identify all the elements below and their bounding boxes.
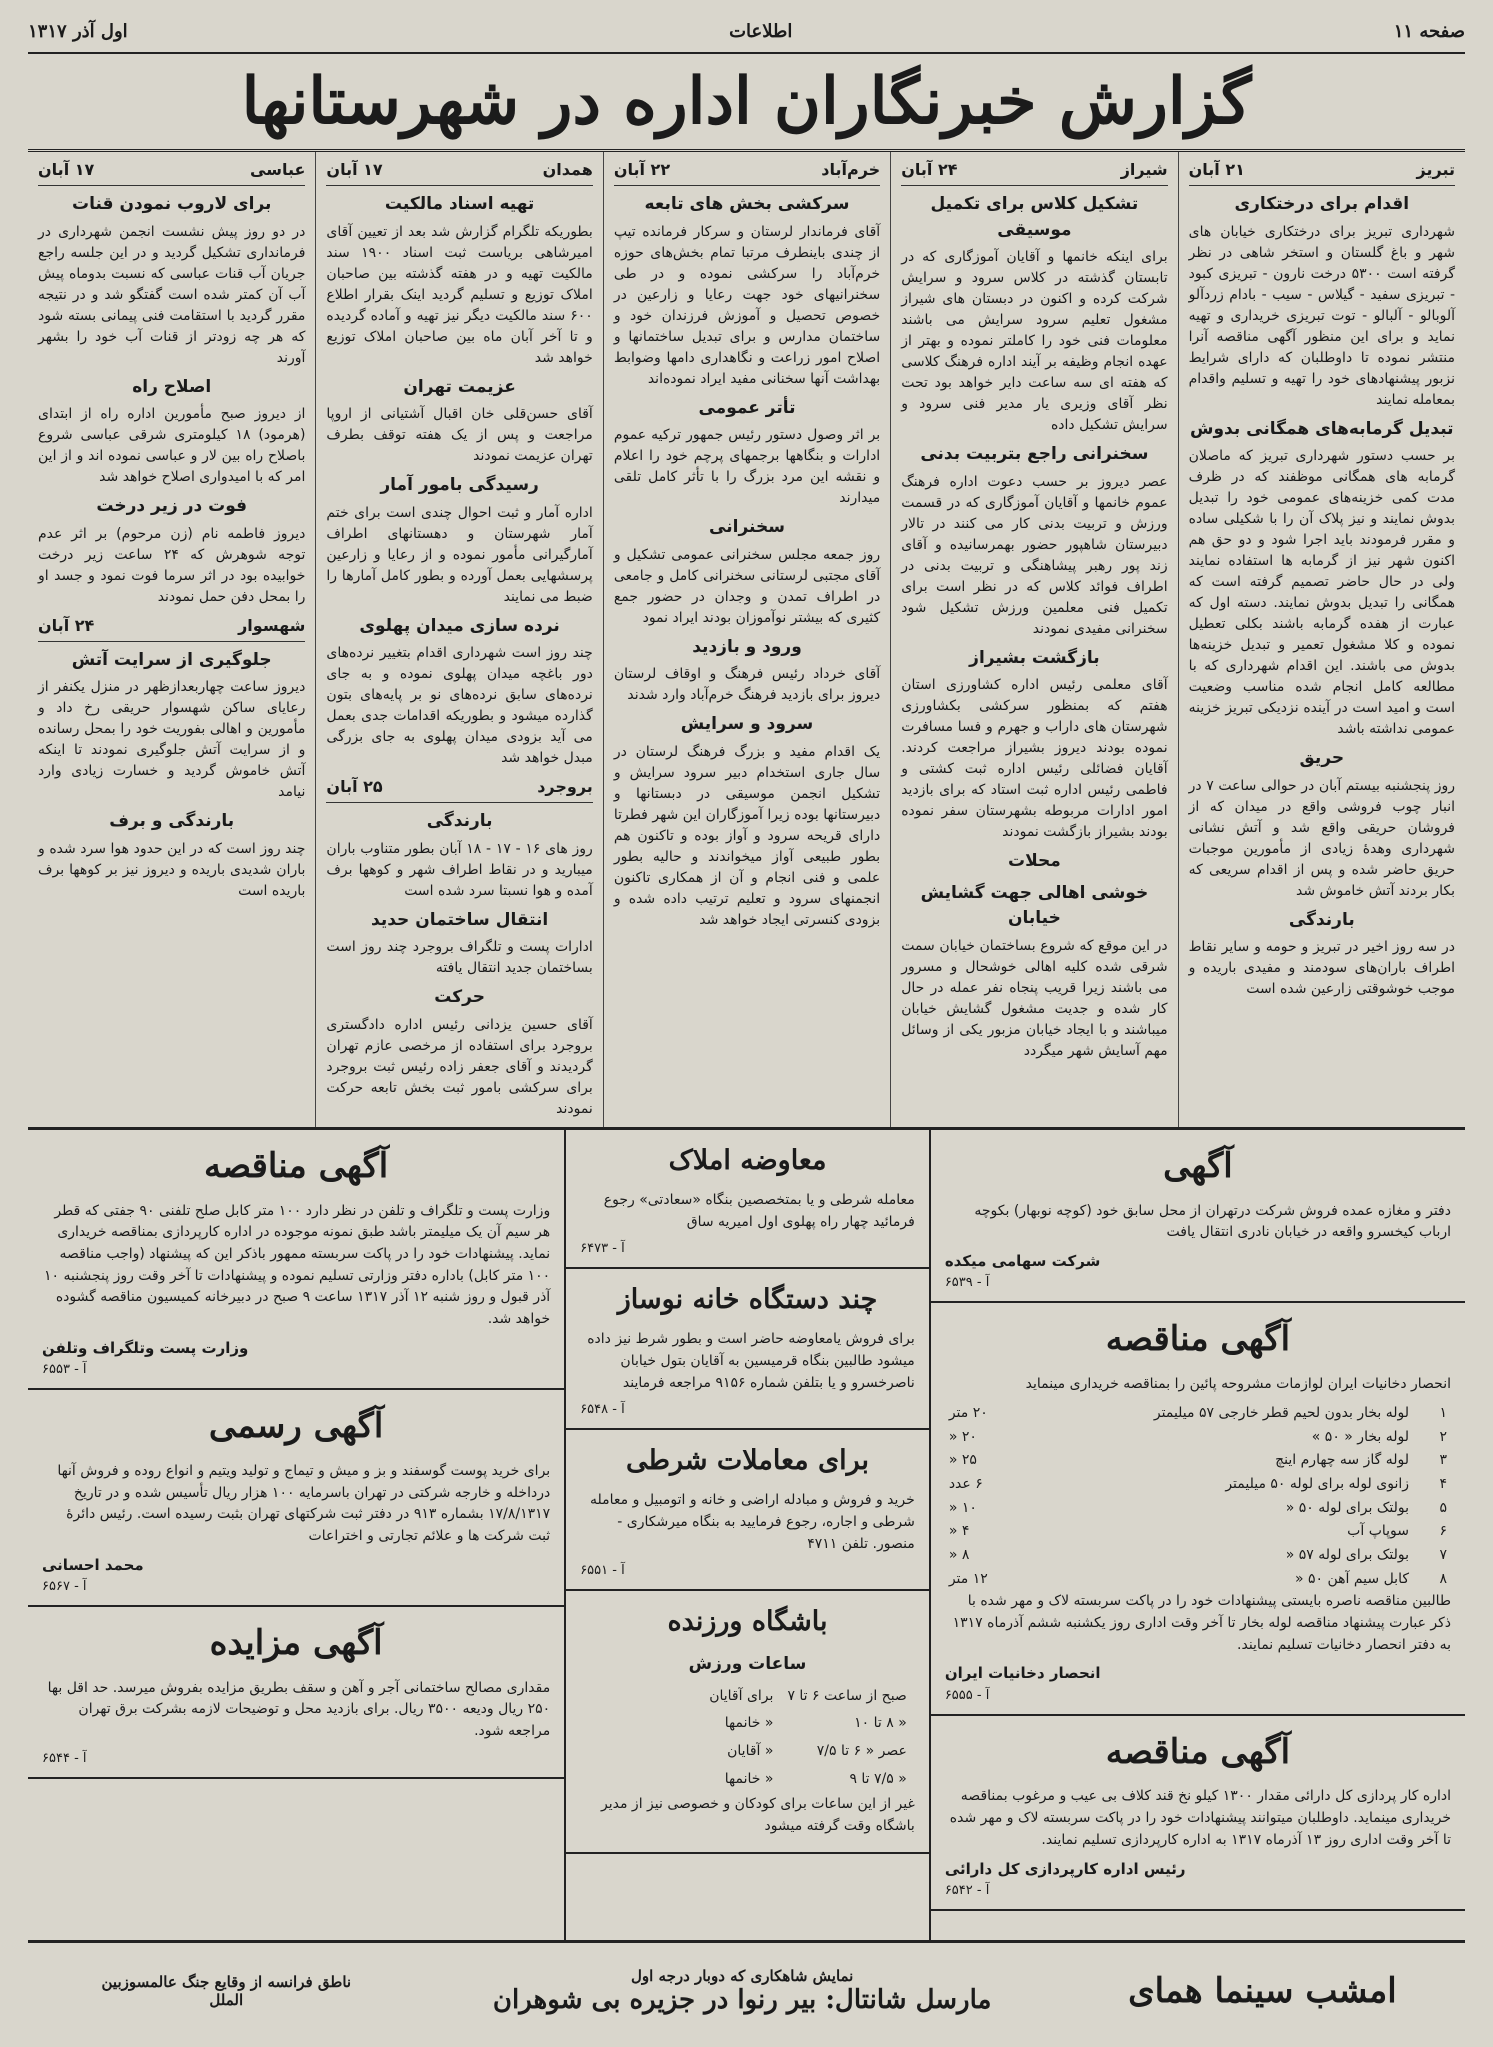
- dateline-date: ۲۴ آبان: [38, 615, 95, 635]
- article-text: چند روز است که در این حدود هوا سرد شده و باران شدیدی باریده و دیروز نیز بر کوهها برف باریده است: [38, 840, 306, 899]
- dateline-city: شیراز: [1120, 160, 1168, 179]
- article-text: در این موقع که شروع بساختمان خیابان سمت شرقی شده کلیه اهالی خوشحال و مسرور می باشند زیرا قریب پنجاه نفر عمله در حال کار شده و جدیت مشغول گشایش خیابان میباشند و با ایجاد خیابان مزبور یکی از وسائل مهم آسایش شهر میگردد: [901, 937, 1168, 1059]
- article-title: فوت در زیر درخت: [96, 496, 248, 516]
- article-text: آقای حسین یزدانی رئیس اداره دادگستری بروجرد برای استفاده از مرخصی عازم تهران گردیدند و آقای جعفر زاده رئیس ثبت بروجرد برای سرکشی بامور ثبت بخش تابعه حرکت نمودند: [326, 1016, 593, 1117]
- ad-text: انحصار دخانیات ایران لوازمات مشروحه پائین را بمناقصه خریداری مینماید: [1025, 1376, 1451, 1393]
- item-desc: کابل سیم آهن ۵۰ «: [1294, 1570, 1409, 1587]
- article-text: ادارات پست و تلگراف بروجرد چند روز است بساختمان جدید انتقال یافته: [326, 939, 593, 976]
- ad-code: آ - ۶۵۴۸: [580, 1402, 625, 1418]
- article-text: عصر دیروز بر حسب دعوت اداره فرهنگ عموم خانمها و آقایان آموزگاری که در قسمت ورزش و تربیت بدنی کار می کنند در تالار دبیرستان شاهپور حضور بهمرسانیده و آقای زند پور رهبر پیشاهنگی و تربیت بدنی در اطراف فوائد کلاس که در نظر است برای تکمیل فنی معلمین ورزش تشکیل شود سخنرانی مفیدی نمودند: [901, 473, 1168, 637]
- article-text: دیروز فاطمه نام (زن مرحوم) بر اثر عدم توجه شوهرش که ۲۴ ساعت زیر درخت خوابیده بود در اثر سرما فوت نمود و جسد او را بمحل دفن حمل نمودند: [38, 525, 306, 605]
- ads-column-right: [929, 1130, 1465, 1940]
- item-number: ۷: [1439, 1546, 1447, 1563]
- ad-code: آ - ۶۵۳۹: [944, 1275, 990, 1291]
- schedule-cell: عصر « ۶ تا ۷/۵: [816, 1743, 907, 1760]
- dateline: [38, 158, 305, 186]
- item-qty: ۱۲ متر: [948, 1570, 988, 1587]
- cinema-name: امشب سینما همای: [1128, 1970, 1397, 2011]
- article-text: چند روز است شهرداری اقدام بتغییر نرده‌های دور باغچه میدان پهلوی نموده و به جای نرده‌های سابق نرده‌های نو بر پایه‌های بتون گذارده میشود و بطوریکه اقدامات جدی بعمل می آید بزودی میدان پهلوی به جای بزرگی مبدل خواهد شد: [326, 645, 593, 766]
- article-title: محلات: [1008, 851, 1061, 871]
- item-qty: ۴ «: [948, 1523, 970, 1540]
- article-text: یک اقدام مفید و بزرگ فرهنگ لرستان در سال جاری استخدام دبیر سرود سرایش و تشکیل انجمن موسیقی در دبستانها و دبیرستانها بوده زیرا آموزگاران این شهر فطرتا دارای قریحه سرود و آواز بوده و تاکنون هم بطور طبیعی آواز میخواندند و حالیه بطور علمی و فنی انجام و آن از همکاری تاکنون انجمنهای سرود و تعلیم ترتیب داده شده و بزودی کنسرتی ایجاد خواهد شد: [613, 743, 881, 928]
- page-number: صفحه ۱۱: [1393, 20, 1465, 42]
- dateline-city: تبریز: [1416, 160, 1455, 179]
- item-desc: بولتک برای لوله ۵۰ «: [1285, 1499, 1409, 1516]
- advertisement: [28, 1390, 564, 1607]
- item-row: [945, 1473, 1451, 1497]
- items-table: [945, 1402, 1451, 1592]
- ad-code: آ - ۶۵۵۳: [42, 1362, 87, 1378]
- ad-code: آ - ۶۴۷۳: [580, 1241, 625, 1257]
- item-desc: سوپاپ آب: [1347, 1523, 1409, 1540]
- ad-code: آ - ۶۵۶۷: [42, 1578, 87, 1594]
- advertisement: [931, 1130, 1465, 1303]
- ad-code: آ - ۶۵۵۵: [944, 1687, 990, 1703]
- ad-text: برای فروش یامعاوضه حاضر است و بطور شرط نیز داده میشود طالبین بنگاه قرمیسین به آقایان بتول خیابان ناصرخسرو و یا بتلفن شماره ۹۱۵۶ مراجعه فرمایند: [587, 1331, 915, 1391]
- schedule-table: [701, 1682, 915, 1795]
- ad-text: غیر از این ساعات برای کودکان و خصوصی نیز از مدیر باشگاه وقت گرفته میشود: [601, 1796, 915, 1835]
- schedule-row: [703, 1767, 913, 1793]
- item-number: ۸: [1439, 1570, 1447, 1587]
- ad-code: آ - ۶۵۴۲: [944, 1882, 990, 1898]
- article-title: تأتر عمومی: [698, 397, 796, 418]
- news-column: [28, 152, 315, 1127]
- cinema-line-1: نمایش شاهکاری که دوبار درجه اول: [631, 1966, 854, 1985]
- article-title: اقدام برای درختکاری: [1234, 194, 1410, 214]
- item-row: [945, 1402, 1451, 1426]
- article-title: جلوگیری از سرایت آتش: [71, 649, 272, 670]
- ad-text: وزارت پست و تلگراف و تلفن در نظر دارد ۱۰۰ متر کابل صلح تلفنی ۹۰ جفتی که قطر هر سیم آن یک میلیمتر باشد طبق نمونه موجوده در اداره کارپردازی بمناقصه خریداری نماید. پیشنهادات خود را در پاکت سربسته ممهور باذکر این که پیشنهاد (واجب مناقصه ۱۰۰ متر کابل) باداره دفتر وزارتی تسلیم نموده و پیشنهادات تا آخر وقت روز پنجشنبه ۱۰ آذر قبول و روز شنبه ۱۲ آذر ۱۳۱۷ ساعت ۹ صبح در دبیرخانه کمیسیون مناقصه گشوده خواهد شد.: [44, 1202, 551, 1328]
- item-desc: زانوی لوله برای لوله ۵۰ میلیمتر: [1225, 1475, 1409, 1492]
- item-number: ۴: [1439, 1475, 1447, 1492]
- article-title: عزیمت تهران: [403, 376, 516, 397]
- article-text: شهرداری تبریز برای درختکاری خیابان های شهر و باغ گلستان و استخر شاهی در نظر گرفته است ۵۳۰۰ درخت نارون - تبریزی کبود - تبریزی سفید - گیلاس - سیب - بادام زردآلو آلوبالو - آلبالو - توت تبریزی خریداری و تهیه نماید و برای این منظور آگهی مناقصه آنرا منتشر نموده تا داوطلبان که دارای شرایط نزبور پیشنهادهای خود را تهیه و تسلیم واقدام بمعامله نمایند: [1188, 223, 1455, 408]
- cinema-ad: [28, 1940, 1465, 2038]
- schedule-row: [703, 1711, 913, 1737]
- ad-title: آگهی مزایده: [209, 1623, 383, 1664]
- item-number: ۵: [1439, 1499, 1447, 1516]
- item-number: ۶: [1439, 1523, 1447, 1540]
- dateline: [326, 775, 592, 803]
- dateline: [38, 614, 305, 642]
- schedule-cell: برای آقایان: [709, 1687, 774, 1704]
- article-title: نرده سازی میدان پهلوی: [359, 615, 560, 636]
- article-title: حریق: [1299, 748, 1345, 768]
- article-text: دیروز ساعت چهاربعدازظهر در منزل یکنفر از رعایای ساکن شهسوار حریقی رخ داد و مأمورین و اهالی بفوریت خود را بمحل رسانده و از سرایت آتش جلوگیری نمودند تا اینکه آتش خاموش گردید و خسارت زیادی وارد نیامد: [38, 679, 306, 800]
- article-text: در دو روز پیش نشست انجمن شهرداری در فرمانداری تشکیل گردید و در این جلسه راجع جریان آب قنات عباسی که نسبت بدوماه پیش آب آن کمتر شده است گفتگو شد و در نتیجه مقرر گردید با استقامت فنی پیمانی بسته شود که هر چه زودتر از قنات آب خود را بشهر آورند: [38, 223, 306, 366]
- item-row: [945, 1520, 1451, 1544]
- item-qty: ۲۰ متر: [948, 1404, 988, 1421]
- dateline-city: بروجرد: [537, 777, 593, 796]
- item-row: [945, 1544, 1451, 1568]
- article-text: برای اینکه خانمها و آقایان آموزگاری که در تابستان گذشته در کلاس سرود و سرایش شرکت کرده و اکنون در دبستان های شیراز مشغول تعلیم سرود سرایش می باشند معلومات فنی خود را کاملتر نموده و بهتر از عهده انجام وظیفه بر آیند اداره فرهنگ کلاسی که هفته ای سه ساعت دایر خواهد بود تحت نظر آقای وزیری یار مدیر فنی سرود و سرایش تشکیل داده: [901, 249, 1168, 433]
- ad-title: آگهی مناقصه: [203, 1146, 389, 1186]
- item-desc: لوله بخار بدون لحیم قطر خارجی ۵۷ میلیمتر: [1153, 1404, 1409, 1421]
- ads-column-middle: [564, 1130, 929, 1940]
- article-title: انتقال ساختمان حدید: [371, 909, 549, 930]
- article-title: برای لاروب نمودن قنات: [71, 194, 272, 214]
- dateline-date: ۲۲ آبان: [613, 160, 671, 179]
- article-title: تهیه اسناد مالکیت: [384, 194, 535, 214]
- item-qty: ۲۵ «: [948, 1452, 977, 1469]
- dateline-date: ۱۷ آبان: [38, 160, 95, 179]
- item-desc: بولتک برای لوله ۵۷ «: [1285, 1546, 1409, 1563]
- dateline-date: ۱۷ آبان: [326, 160, 383, 179]
- advertisement: [28, 1130, 564, 1390]
- cinema-line-2: مارسل شانتال: بیر رنوا در جزیره بی شوهران: [492, 1984, 992, 2015]
- article-text: بر حسب دستور شهرداری تبریز که ماصلان گرمابه های همگانی موظفند که در ظرف مدت کمی خزینه‌های عمومی خود را تبدیل بدوش نمایند و نیز پلاک آن را با شکیلی ساده و مقرر فرمودند باید اجرا شود و دو حق هم اکنون شهر نیز از گرمابه ها استفاده نمایند ولی در حال حاضر تصمیم گرفته است که همگانی را تبدیل بدوش نمایند. دسته اول که عبارت از هفده گرمابه باشند بکلی تعطیل نموده و کلا مشغول تعمیر و تبدیل خزینه‌ها بدوش می باشند. این اقدام شهرداری که با مطالعه کامل انجام شده مناسب وضعیت است و امید است در آینده نزدیکی تبریز خزینه عمومی نداشته باشد: [1188, 448, 1455, 737]
- article-text: آقای خرداد رئیس فرهنگ و اوقاف لرستان دیروز برای بازدید فرهنگ خرم‌آباد وارد شدند: [613, 666, 881, 703]
- dateline: [901, 158, 1167, 186]
- article-title: بازگشت بشیراز: [969, 647, 1100, 668]
- dateline: [1189, 158, 1455, 186]
- advertisement: [566, 1430, 929, 1591]
- article-title: بارندگی: [1288, 909, 1355, 930]
- ad-title: آگهی مناقصه: [1105, 1319, 1291, 1360]
- ads-section: [28, 1130, 1465, 1940]
- advertisement: [931, 1303, 1465, 1715]
- ad-subtitle: ساعات ورزش: [688, 1654, 807, 1675]
- article-title: تبدیل گرمابه‌های همگانی بدوش: [1190, 418, 1454, 439]
- news-column: [890, 152, 1177, 1127]
- page-header: [28, 10, 1465, 54]
- item-desc: لوله گاز سه چهارم اینچ: [1275, 1452, 1409, 1469]
- news-column: [603, 152, 890, 1127]
- dateline-city: عباسی: [250, 160, 306, 179]
- dateline-city: شهسوار: [238, 615, 306, 635]
- ad-text: خرید و فروش و مبادله اراضی و خانه و اتومبیل و معامله شرطی و اجاره، رجوع فرمایید به بنگاه میرشکاری - منصور. تلفن ۴۷۱۱: [590, 1492, 915, 1552]
- article-title: حرکت: [434, 987, 485, 1007]
- cinema-line-3: ناطق فرانسه از وقایع جنگ عالمسوزبین الملل: [101, 1972, 352, 2009]
- news-column: [315, 152, 602, 1127]
- ad-signature: رئیس اداره کارپردازی کل دارائی: [944, 1859, 1186, 1878]
- dateline-date: ۲۴ آبان: [901, 160, 958, 179]
- advertisement: [566, 1130, 929, 1269]
- ad-title: باشگاه ورزنده: [667, 1606, 828, 1638]
- article-title: بارندگی و برف: [109, 811, 235, 831]
- item-qty: ۲۰ «: [948, 1428, 977, 1445]
- item-qty: ۸ «: [948, 1546, 970, 1563]
- dateline-city: همدان: [542, 160, 593, 179]
- schedule-cell: « ۷/۵ تا ۹: [849, 1770, 907, 1787]
- dateline-city: خرم‌آباد: [821, 160, 881, 179]
- item-row: [945, 1497, 1451, 1521]
- item-row: [945, 1426, 1451, 1450]
- dateline-date: ۲۵ آبان: [326, 777, 383, 796]
- ad-text: اداره کار پردازی کل دارائی مقدار ۱۳۰۰ کیلو نخ قند کلاف بی عیب و مرغوب بمناقصه خریداری مینماید. داوطلبان میتوانند پیشنهادات خود را در پاکت سربسته لاک و مهر شده تا آخر وقت اداری روز ۱۳ آذرماه ۱۳۱۷ به اداره کارپردازی تسلیم نمایند.: [949, 1788, 1451, 1848]
- schedule-cell: صبح از ساعت ۶ تا ۷: [787, 1687, 907, 1704]
- advertisement: [28, 1607, 564, 1779]
- advertisement: [566, 1269, 929, 1430]
- ad-title: آگهی: [1163, 1146, 1233, 1186]
- ads-column-left: [28, 1130, 564, 1940]
- article-title: اصلاح راه: [132, 376, 212, 397]
- ad-text: طالبین مناقصه ناصره بایستی پیشنهادات خود را در پاکت سربسته لاک و مهر شده با ذکر عبارت پیشنهاد مناقصه لوله بخار تا آخر وقت اداری روز یکشنبه ششم آذرماه ۱۳۱۷ به دفتر انحصار دخانیات تسلیم نمایند.: [952, 1593, 1451, 1653]
- ad-text: مقداری مصالح ساختمانی آجر و آهن و سقف بطریق مزایده بفروش میرسد. حد اقل بها ۲۵۰ ریال ودیعه ۳۵۰۰ ریال. برای بازدید محل و توضیحات لازمه بشرکت برق تهران مراجعه شود.: [47, 1679, 551, 1740]
- ad-title: آگهی رسمی: [208, 1406, 384, 1447]
- schedule-cell: « ۸ تا ۱۰: [854, 1715, 907, 1732]
- item-qty: ۶ عدد: [948, 1475, 983, 1492]
- item-row: [945, 1449, 1451, 1473]
- item-desc: لوله بخار « ۵۰ »: [1311, 1428, 1409, 1445]
- ad-title: چند دستگاه خانه نوساز: [617, 1284, 878, 1316]
- article-text: از دیروز صبح مأمورین اداره راه از ابتدای (هرمود) ۱۸ کیلومتری شرقی عباسی شروع باصلاح راه بین لار و عباسی نموده اند و از این امر که با امیدواری اصلاح خواهد شد: [38, 406, 306, 485]
- item-number: ۲: [1439, 1428, 1447, 1445]
- article-text: آقای فرماندار لرستان و سرکار فرمانده تیپ از چندی باینطرف مرتبا تمام بخش‌های حوزه خرم‌آباد را سرکشی نموده و در طی سخنرانیهای خود جهت رعایا و زارعین در خصوص تحصیل و آموزش فرزندان خود و ساختمان مدارس و برای تبدیل ساختمانها و اصلاح امور زراعت و نگاهداری دامها وضوابط بهداشت آنها سخنانی مفید ایراد نموده‌اند: [613, 223, 881, 387]
- ad-title: معاوضه املاک: [668, 1145, 827, 1176]
- article-title: خوشی اهالی جهت گشایش خیابان: [920, 882, 1149, 928]
- ad-signature: وزارت پست وتلگراف وتلفن: [42, 1338, 249, 1357]
- article-title: ورود و بازدید: [692, 636, 802, 657]
- paper-name: اطلاعات: [729, 20, 793, 42]
- schedule-row: [703, 1739, 913, 1765]
- article-text: روز های ۱۶ - ۱۷ - ۱۸ آبان بطور متناوب باران میبارید و در نقاط اطراف شهر و کوهها برف آمده و هوا نسبتا سرد شده است: [326, 840, 593, 899]
- article-title: تشکیل کلاس برای تکمیل موسیقی: [930, 194, 1139, 240]
- dateline: [326, 158, 592, 186]
- article-title: سخنرانی راجع بتربیت بدنی: [920, 444, 1149, 464]
- item-number: ۱: [1439, 1404, 1447, 1421]
- article-title: سخنرانی: [709, 517, 785, 537]
- ad-signature: محمد احسانی: [42, 1555, 144, 1574]
- article-text: آقای حسن‌قلی خان اقبال آشتیانی از اروپا مراجعت و پس از یک هفته توقف بطرف تهران عزیمت نمودند: [326, 406, 593, 464]
- ad-signature: انحصار دخانیات ایران: [944, 1664, 1101, 1683]
- schedule-cell: « خانمها: [724, 1715, 774, 1732]
- ad-text: دفتر و مغازه عمده فروش شرکت درتهران از محل سابق خود (کوچه نوبهار) بکوچه ارباب کیخسرو واقعه در خیابان نادری انتقال یافت: [974, 1202, 1451, 1241]
- advertisement: [566, 1591, 929, 1853]
- article-title: بارندگی: [426, 811, 493, 831]
- dateline: [614, 158, 880, 186]
- article-text: بر اثر وصول دستور رئیس جمهور ترکیه عموم ادارات و بنگاهها برجمهای پرچم خود را اعلام و نقشه این مرد بزرگ را با تأثر کامل تلقی میدارند: [613, 427, 881, 506]
- schedule-cell: « آقایان: [727, 1743, 774, 1760]
- ad-code: آ - ۶۵۴۴: [42, 1750, 87, 1766]
- ad-title: آگهی مناقصه: [1105, 1731, 1291, 1772]
- article-title: رسیدگی بامور آمار: [380, 475, 539, 495]
- item-row: [945, 1568, 1451, 1592]
- ad-text: معامله شرطی و یا بمتخصصین بنگاه «سعادتی» رجوع فرمائید چهار راه پهلوی اول امیریه ساق: [603, 1191, 915, 1230]
- ad-code: آ - ۶۵۵۱: [580, 1563, 625, 1579]
- ad-title: برای معاملات شرطی: [625, 1445, 870, 1477]
- article-title: سرکشی بخش های تابعه: [644, 194, 850, 214]
- ad-text: برای خرید پوست گوسفند و بز و میش و تیماج و تولید ویتیم و انواع روده و فروش آنها درداخله و خارجه شرکتی در تهران باسرمایه ۱۰۰ هزار ریال تأسیس شده و در تاریخ ۱۷/۸/۱۳۱۷ بشماره ۹۱۳ در دفتر ثبت شرکتهای تهران بثبت رسیده است. رئیس دائرهٔ ثبت شرکت ها و علائم تجارتی و اختراعات: [57, 1462, 551, 1544]
- ad-signature: شرکت سهامی میکده: [944, 1252, 1101, 1271]
- main-headline: گزارش خبرنگاران اداره در شهرستانها: [28, 54, 1465, 152]
- article-text: روز پنجشنبه بیستم آبان در حوالی ساعت ۷ در انبار چوب فروشی واقع در میدان که از فروشان حریقی واقع شد و آتش نشانی شهرداری وهدهٔ زیادی از مأمورین موجبات حریق حاضر شده و پس از اقدام سریعی که بکار بردند آتش خاموش شد: [1188, 777, 1456, 899]
- advertisement: [931, 1716, 1465, 1911]
- schedule-cell: « خانمها: [724, 1770, 774, 1787]
- item-number: ۳: [1439, 1452, 1447, 1469]
- dateline-date: ۲۱ آبان: [1188, 160, 1245, 179]
- item-qty: ۱۰ «: [948, 1499, 977, 1516]
- article-text: آقای معلمی رئیس اداره کشاورزی استان هفتم که بمنظور سرکشی بکشاورزی شهرستان های داراب و جهرم و فسا مسافرت نموده بودند دیروز بشیراز مراجعت کردند. آقایان فضائلی رئیس اداره ثبت کشتی و فاطمی رئیس اداره ثبت استاد که برای بازدید امور ادارات مربوطه بشهرستان سفر نموده بودند بشیراز بازگشت نمودند: [901, 677, 1168, 840]
- news-column: [1178, 152, 1465, 1127]
- schedule-row: [703, 1684, 913, 1710]
- article-text: بطوریکه تلگرام گزارش شد بعد از تعیین آقای امیرشاهی بریاست ثبت اسناد ۱۹۰۰ سند مالکیت تهیه و در هفته گذشته بین صاحبان املاک توزیع و تسلیم گردید اینک بقرار اطلاع ۶۰۰ سند مالکیت دیگر نیز تهیه و آماده گردیده و تا آخر آبان ماه بین صاحبان املاک توزیع خواهد شد: [326, 223, 593, 366]
- article-text: اداره آمار و ثبت احوال چندی است برای ختم آمار شهرستان و دهستانهای اطراف آمارگیرانی مأمور نموده و از رعایا و زارعین پرسشهایی بعمل آورده و بطور کامل آمارها را ضبط می نمایند: [326, 504, 593, 605]
- article-title: سرود و سرایش: [680, 714, 814, 734]
- news-columns: [28, 152, 1465, 1130]
- issue-date: اول آذر ۱۳۱۷: [28, 20, 128, 42]
- article-text: روز جمعه مجلس سخنرانی عمومی تشکیل و آقای مجتبی لرستانی سخنرانی کامل و جامعی در اطراف تمدن و وجدان در حضور جمع کثیری که بیشتر نوآموزان بودند ایراد نمود: [613, 546, 881, 626]
- article-text: در سه روز اخیر در تبریز و حومه و سایر نقاط اطراف باران‌های سودمند و مفیدی باریده و موجب خوشوقتی زارعین شده است: [1188, 939, 1455, 997]
